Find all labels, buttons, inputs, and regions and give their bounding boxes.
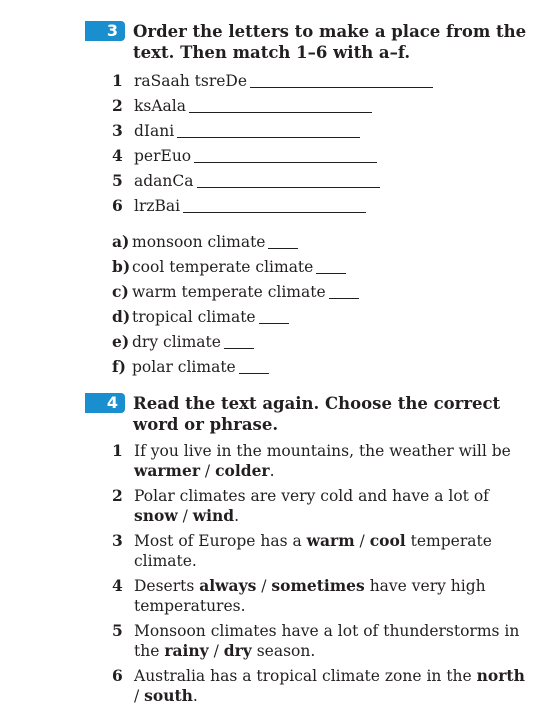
answer-line[interactable] [194,149,377,163]
option-letter: e) [112,332,130,351]
sentence: Monsoon climates have a lot of thunderstorms in the rainy / dry season. [134,622,520,660]
match-option-a [112,232,298,252]
match-option-b [112,257,346,277]
option-text: warm temperate climate [132,283,326,301]
match-answer-line[interactable] [316,260,346,274]
choice-item-4 [112,576,527,616]
option-letter: c) [112,282,129,301]
match-option-c [112,282,359,302]
answer-line[interactable] [250,74,433,88]
item-number: 5 [112,621,123,640]
item-number: 4 [112,576,123,595]
choice-option[interactable]: rainy [164,641,209,660]
scrambled-word: dIani [134,122,175,140]
answer-line[interactable] [197,174,380,188]
item-number: 6 [112,666,123,685]
choice-option[interactable]: always [199,576,257,595]
sentence: Deserts always / sometimes have very high temperatures. [134,576,486,615]
item-number: 2 [112,486,123,505]
scramble-item-5 [112,171,380,191]
choice-item-1 [112,441,527,481]
scrambled-word: ksAala [134,97,186,115]
match-answer-line[interactable] [329,285,359,299]
scrambled-word: lrzBai [134,197,181,215]
sentence: Australia has a tropical climate zone in the north / south. [134,666,525,705]
scramble-item-2 [112,96,372,116]
option-letter: b) [112,257,131,276]
answer-line[interactable] [177,124,360,138]
choice-item-6 [112,666,527,706]
choice-option[interactable]: north [476,666,525,685]
exercise-4-instructions: Read the text again. Choose the correct word or phrase. [133,394,501,434]
scrambled-word: perEuo [134,147,192,165]
match-answer-line[interactable] [259,310,289,324]
answer-line[interactable] [183,199,366,213]
exercise-3-number-badge: 3 [85,21,125,41]
choice-option[interactable]: snow [134,506,178,525]
sentence: Most of Europe has a warm / cool temperate climate. [134,531,492,570]
exercise-4-number-badge: 4 [85,393,125,413]
scramble-item-4 [112,146,377,166]
option-text: cool temperate climate [132,258,314,276]
scrambled-word: raSaah tsreDe [134,72,248,90]
match-option-e [112,332,254,352]
choice-item-3 [112,531,527,571]
option-letter: f) [112,357,127,376]
item-number: 1 [112,71,123,90]
match-answer-line[interactable] [268,235,298,249]
option-text: tropical climate [132,308,256,326]
choice-option[interactable]: dry [223,641,252,660]
option-text: dry climate [132,333,221,351]
choice-option[interactable]: sometimes [271,576,365,595]
match-option-f [112,357,269,377]
choice-option[interactable]: warmer [134,461,200,480]
choice-item-2 [112,486,527,526]
item-number: 5 [112,171,123,190]
choice-item-5 [112,621,527,661]
scramble-item-3 [112,121,360,141]
choice-option[interactable]: wind [192,506,235,525]
item-number: 4 [112,146,123,165]
option-text: polar climate [132,358,236,376]
choice-option[interactable]: warm [306,531,355,550]
choice-option[interactable]: south [144,686,193,705]
answer-line[interactable] [189,99,372,113]
item-number: 1 [112,441,123,460]
sentence: Polar climates are very cold and have a lot of snow / wind. [134,487,489,525]
scrambled-word: adanCa [134,172,194,190]
match-option-d [112,307,289,327]
scramble-item-1 [112,71,433,91]
sentence: If you live in the mountains, the weather will be warmer / colder. [134,442,511,480]
item-number: 3 [112,121,123,140]
choice-option[interactable]: cool [369,531,406,550]
option-letter: d) [112,307,131,326]
option-letter: a) [112,232,130,251]
exercise-3-instructions: Order the letters to make a place from the text. Then match 1–6 with a–f. [133,22,527,62]
item-number: 3 [112,531,123,550]
item-number: 2 [112,96,123,115]
match-answer-line[interactable] [239,360,269,374]
match-answer-line[interactable] [224,335,254,349]
scramble-item-6 [112,196,366,216]
option-text: monsoon climate [132,233,266,251]
choice-option[interactable]: colder [215,461,270,480]
item-number: 6 [112,196,123,215]
